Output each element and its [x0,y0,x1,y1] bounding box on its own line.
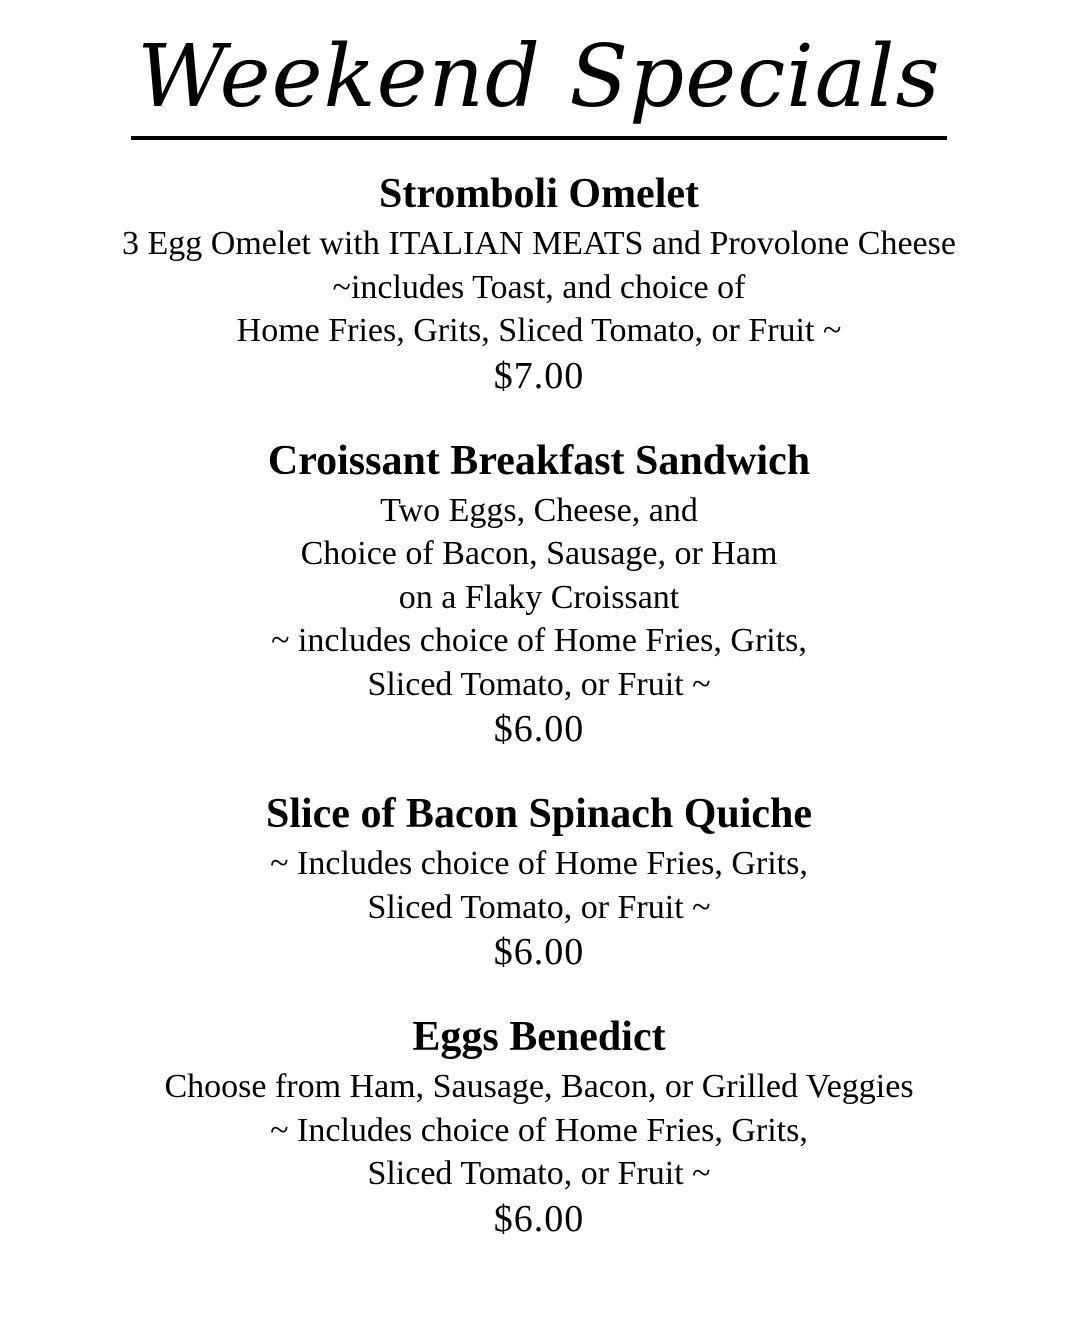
item-description-line: ~includes Toast, and choice of [332,268,746,306]
item-description-line: Two Eggs, Cheese, and [380,491,698,529]
menu-item-croissant-breakfast-sandwich [0,435,1078,753]
item-price: $6.00 [493,708,585,750]
item-name: Croissant Breakfast Sandwich [267,437,811,484]
item-name: Eggs Benedict [412,1014,666,1060]
menu-item-stromboli-omelet [0,168,1078,399]
item-price: $7.00 [493,354,585,397]
item-description-line: ~ includes choice of Home Fries, Grits, [271,622,807,659]
item-description-line: ~ Includes choice of Home Fries, Grits, [270,845,808,882]
item-description-line: Sliced Tomato, or Fruit ~ [367,888,711,926]
specials-list [0,168,1078,1242]
item-name: Stromboli Omelet [378,171,699,217]
item-description-line: ~ Includes choice of Home Fries, Grits, [270,1111,808,1149]
item-description-line: Home Fries, Grits, Sliced Tomato, or Fruit ~ [236,312,842,349]
menu-item-eggs-benedict [0,1011,1078,1242]
item-name: Slice of Bacon Spinach Quiche [265,791,813,837]
item-description-line: 3 Egg Omelet with ITALIAN MEATS and Provolone Cheese [122,225,956,262]
page-title: Weekend Specials [131,22,946,140]
item-description-line: on a Flaky Croissant [398,578,680,616]
menu-item-bacon-spinach-quiche [0,788,1078,975]
item-description-line: Choose from Ham, Sausage, Bacon, or Grilled Veggies [164,1068,914,1105]
item-price: $6.00 [493,1197,585,1240]
item-description-line: Choice of Bacon, Sausage, or Ham [300,535,778,572]
item-description-line: Sliced Tomato, or Fruit ~ [367,1155,711,1192]
item-description-line: Sliced Tomato, or Fruit ~ [367,665,711,703]
item-price: $6.00 [493,931,585,973]
title-area [0,22,1078,140]
